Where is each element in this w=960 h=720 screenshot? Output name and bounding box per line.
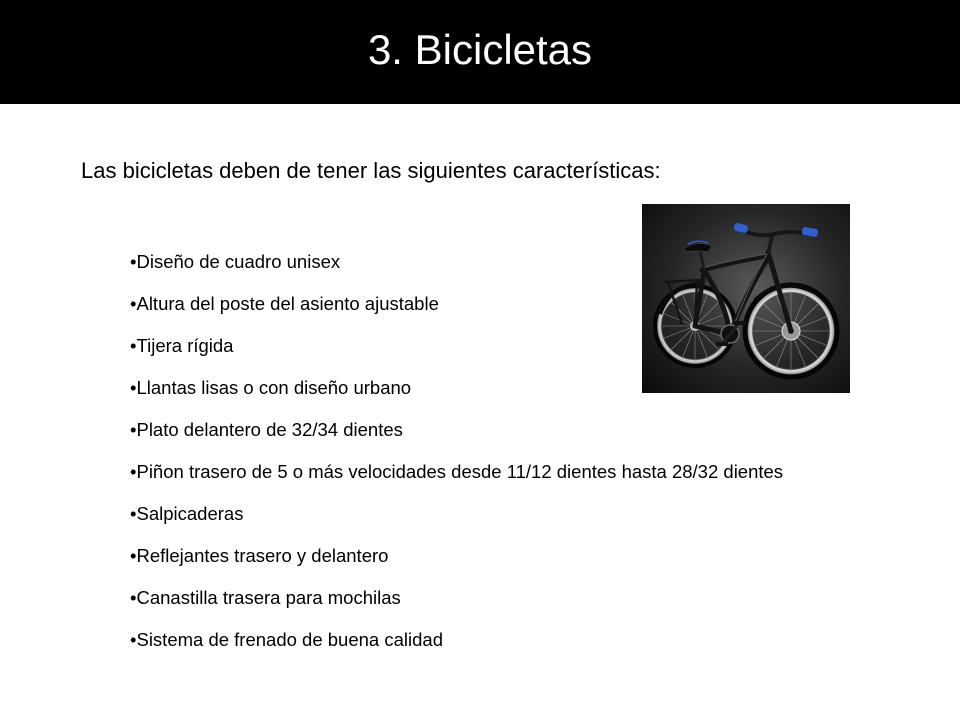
bullet-glyph: •	[130, 461, 137, 482]
list-item-text: Piñon trasero de 5 o más velocidades desde 11/12 dientes hasta 28/32 dientes	[136, 461, 784, 482]
list-item	[130, 418, 830, 441]
bicycle-photo	[642, 204, 850, 393]
list-item	[130, 628, 830, 651]
list-item-text: Salpicaderas	[136, 503, 244, 524]
list-item	[130, 460, 830, 483]
bullet-glyph: •	[130, 503, 137, 524]
list-item	[130, 502, 830, 525]
list-item-text: Sistema de frenado de buena calidad	[136, 629, 443, 650]
list-item-text: Llantas lisas o con diseño urbano	[136, 377, 412, 398]
bicycle-illustration	[642, 204, 850, 393]
slide-title: 3. Bicicletas	[367, 26, 593, 73]
bullet-glyph: •	[130, 419, 137, 440]
intro-text: Las bicicletas deben de tener las siguientes características:	[81, 158, 661, 183]
list-item-text: Plato delantero de 32/34 dientes	[136, 419, 403, 440]
list-item-text: Tijera rígida	[136, 335, 234, 356]
title-bar	[0, 0, 960, 104]
bullet-glyph: •	[130, 587, 137, 608]
bullet-glyph: •	[130, 629, 137, 650]
bullet-glyph: •	[130, 377, 137, 398]
list-item-text: Canastilla trasera para mochilas	[136, 587, 401, 608]
list-item-text: Diseño de cuadro unisex	[136, 251, 341, 272]
list-item	[130, 586, 830, 609]
bullet-glyph: •	[130, 251, 137, 272]
list-item	[130, 544, 830, 567]
list-item-text: Reflejantes trasero y delantero	[136, 545, 389, 566]
bullet-glyph: •	[130, 545, 137, 566]
bullet-glyph: •	[130, 293, 137, 314]
bullet-glyph: •	[130, 335, 137, 356]
list-item-text: Altura del poste del asiento ajustable	[136, 293, 439, 314]
